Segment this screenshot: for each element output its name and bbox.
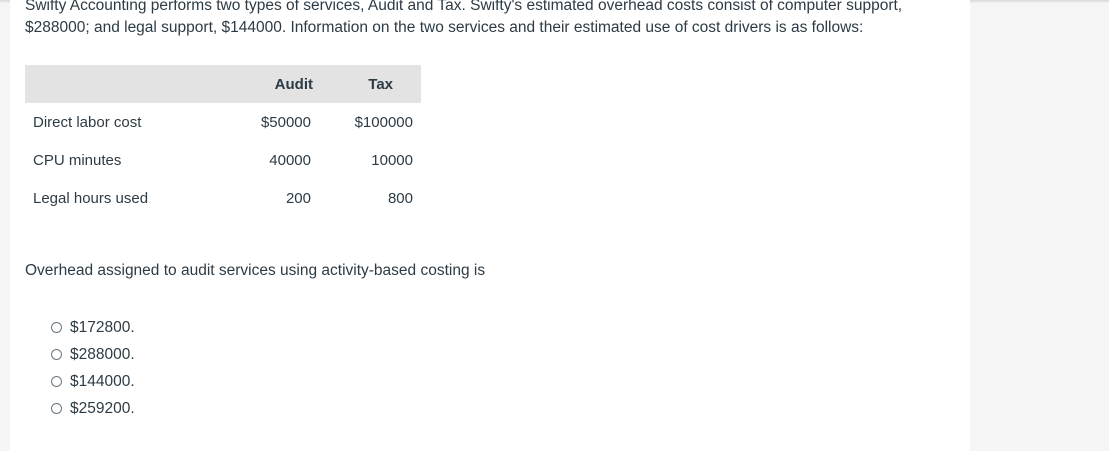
header-blank: [25, 65, 233, 103]
tax-value: 10000: [371, 151, 413, 169]
radio-button[interactable]: [51, 322, 62, 333]
answer-option-3[interactable]: [51, 368, 135, 395]
table-header-row: [25, 65, 421, 103]
answer-option-1[interactable]: [51, 314, 135, 341]
row-label: CPU minutes: [33, 151, 122, 169]
radio-button[interactable]: [51, 349, 62, 360]
header-audit: Audit: [233, 65, 319, 103]
answer-option-4[interactable]: [51, 395, 135, 422]
question-intro: [25, 0, 945, 39]
radio-button[interactable]: [51, 403, 62, 414]
answer-option-label: $288000.: [70, 345, 135, 363]
tax-value: 800: [387, 189, 413, 207]
row-label: Legal hours used: [33, 189, 149, 207]
radio-button[interactable]: [51, 376, 62, 387]
audit-value: 40000: [269, 151, 311, 169]
table-row: [25, 141, 421, 179]
header-tax: Tax: [319, 65, 421, 103]
audit-value: $50000: [260, 113, 311, 131]
intro-line-1: Swifty Accounting performs two types of services, Audit and Tax. Swifty's estimated overhead costs consist of computer support,: [25, 0, 903, 14]
intro-line-2: $288000; and legal support, $144000. Information on the two services and their estimated use of cost drivers is as follows:: [25, 19, 864, 36]
tax-value: $100000: [354, 113, 413, 131]
answer-option-2[interactable]: [51, 341, 135, 368]
answer-option-label: $259200.: [70, 399, 135, 417]
cost-driver-table: [25, 65, 421, 217]
answer-option-label: $144000.: [70, 372, 135, 390]
table-row: [25, 179, 421, 217]
answer-option-label: $172800.: [70, 318, 135, 336]
answer-options: [51, 314, 135, 422]
table-row: [25, 103, 421, 141]
row-label: Direct labor cost: [33, 113, 142, 131]
audit-value: 200: [285, 189, 311, 207]
question-prompt: Overhead assigned to audit services using activity-based costing is: [25, 262, 486, 279]
